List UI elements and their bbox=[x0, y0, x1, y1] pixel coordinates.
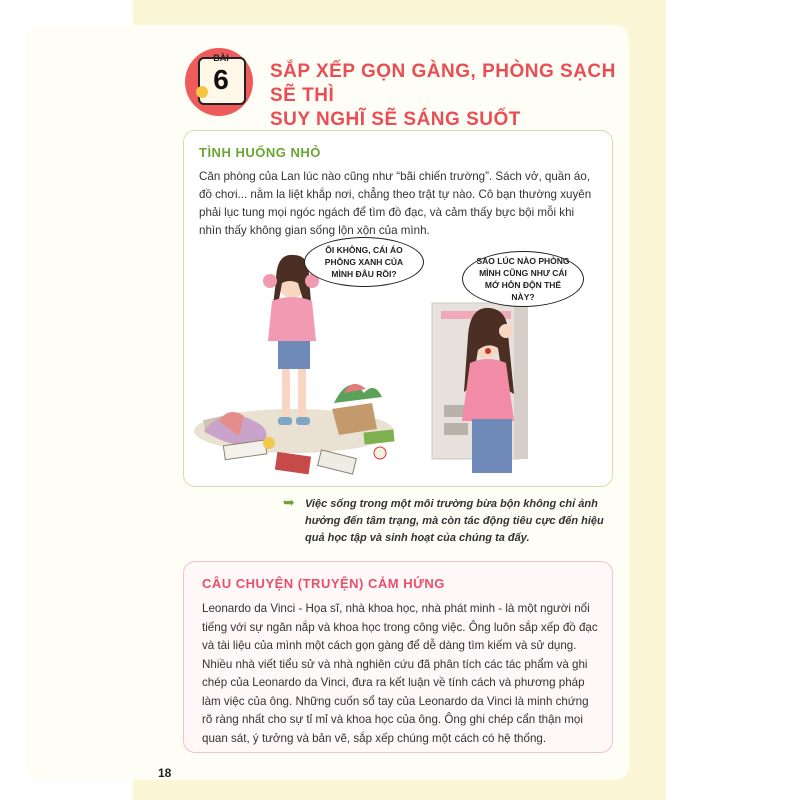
lesson-badge-word: BÀI bbox=[213, 53, 229, 63]
situation-text: Căn phòng của Lan lúc nào cũng như “bãi chiến trường”. Sách vở, quần áo, đồ chơi... nằm la liệt khắp nơi, chẳng theo trật tự nào. Cô bạn thường xuyên phải lục tung mọi ngóc ngách để tìm đồ đạc, và cảm thấy bực bội mỗi khi nhìn thấy không gian sống lộn xộn của mình. bbox=[199, 170, 592, 237]
lesson-title-line-1: SẮP XẾP GỌN GÀNG, PHÒNG SẠCH SẼ THÌ bbox=[270, 61, 616, 106]
sun-icon bbox=[196, 86, 208, 98]
inspiration-box bbox=[183, 561, 613, 753]
speech-bubble-left: ÔI KHÔNG, CÁI ÁO PHÔNG XANH CỦA MÌNH ĐÂU RỒI? bbox=[304, 237, 424, 287]
inspiration-heading: CÂU CHUYỆN (TRUYỆN) CẢM HỨNG bbox=[202, 576, 445, 591]
situation-heading: TÌNH HUỐNG NHỎ bbox=[199, 145, 321, 160]
messy-room-illustration bbox=[184, 131, 612, 486]
page-number: 18 bbox=[158, 766, 172, 780]
situation-box bbox=[183, 130, 613, 487]
conclusion-text: Việc sống trong một môi trường bừa bộn không chỉ ảnh hưởng đến tâm trạng, mà còn tác động tiêu cực đến hiệu quả học tập và sinh hoạt của chúng ta đấy. bbox=[305, 498, 604, 544]
lesson-number: 6 bbox=[213, 64, 229, 95]
inspiration-text: Leonardo da Vinci - Họa sĩ, nhà khoa học, nhà phát minh - là một người nổi tiếng với sự ngăn nắp và khoa học trong công việc. Ông luôn sắp xếp đồ đạc và tài liệu của mình một cách gọn gàng để dễ dàng tìm kiếm và sử dụng. Nhiều nhà viết tiểu sử và nhà nghiên cứu đã phân tích các tác phẩm và ghi chép của Leonardo da Vinci, đưa ra kết luận về tính cách và phương pháp làm việc của ông. Những cuốn sổ tay của Leonardo da Vinci là minh chứng rõ ràng nhất cho sự tỉ mỉ và khoa học của ông. Ông ghi chép cẩn thận mọi quan sát, ý tưởng và bản vẽ, sắp xếp chúng một cách có hệ thống. bbox=[202, 602, 598, 745]
speech-bubble-right: SAO LÚC NÀO PHÒNG MÌNH CŨNG NHƯ CÁI MỚ HỖN ĐỘN THẾ NÀY? bbox=[462, 251, 584, 307]
lesson-title bbox=[270, 60, 630, 132]
arrow-right-icon: ➥ bbox=[283, 494, 295, 510]
lesson-title-line-2: SUY NGHĨ SẼ SÁNG SUỐT bbox=[270, 109, 521, 130]
